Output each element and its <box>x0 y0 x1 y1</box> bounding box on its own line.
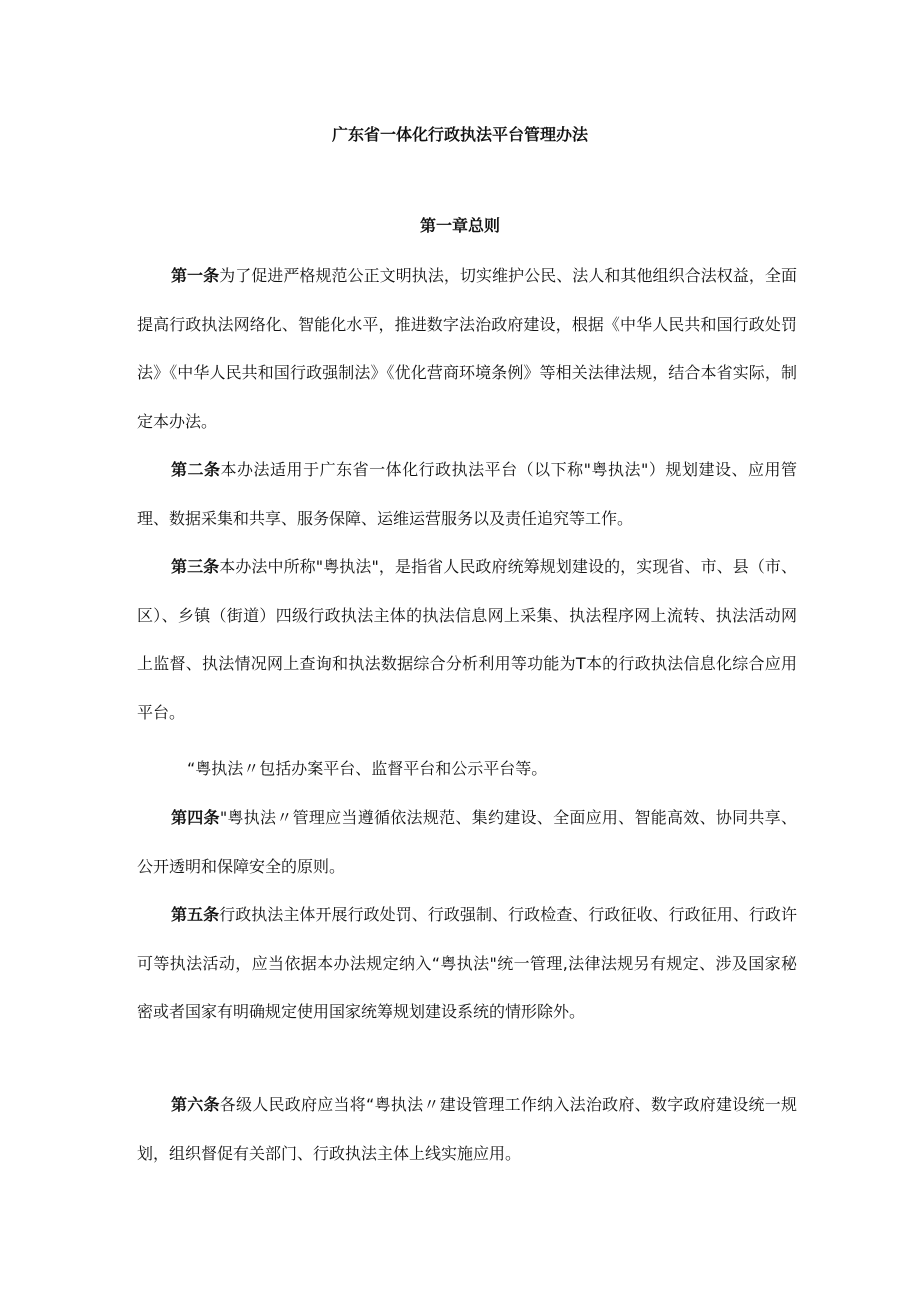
article-text: “粤执法〃包括办案平台、监督平台和公示平台等。 <box>187 759 548 778</box>
article-paragraph <box>137 794 797 891</box>
article-paragraph <box>137 1081 797 1178</box>
article-paragraph <box>137 745 797 794</box>
article-number: 第四条 <box>171 808 220 827</box>
chapter-heading: 第一章总则 <box>419 216 500 235</box>
article-number: 第五条 <box>171 905 220 924</box>
article-number: 第六条 <box>171 1095 220 1114</box>
article-paragraph <box>137 543 797 737</box>
article-paragraph <box>137 252 797 446</box>
document-title: 广东省一体化行政执法平台管理办法 <box>331 125 588 144</box>
article-text: "粤执法〃管理应当遵循依法规范、集约建设、全面应用、智能高效、协同共享、公开透明和保障安全的原则。 <box>137 808 797 876</box>
article-number: 第一条 <box>171 266 220 285</box>
article-text: 各级人民政府应当将“粤执法〃建设管理工作纳入法治政府、数字政府建设统一规划，组织督促有关部门、行政执法主体上线实施应用。 <box>137 1095 797 1163</box>
article-number: 第二条 <box>171 460 221 479</box>
article-text: 为了促进严格规范公正文明执法，切实维护公民、法人和其他组织合法权益，全面提高行政执法网络化、智能化水平，推进数字法治政府建设，根据《中华人民共和国行政处罚法》《中华人民共和国行政强制法》《优化营商环境条例》等相关法律法规，结合本省实际，制定本办法。 <box>137 266 797 431</box>
article-text: 行政执法主体开展行政处罚、行政强制、行政检查、行政征收、行政征用、行政许可等执法活动，应当依据本办法规定纳入“粤执法"统一管理,法律法规另有规定、涉及国家秘密或者国家有明确规定使用国家统筹规划建设系统的情形除外。 <box>137 905 797 1021</box>
article-text: 本办法中所称"粤执法"，是指省人民政府统筹规划建设的，实现省、市、县（市、区）、乡镇（街道）四级行政执法主体的执法信息网上采集、执法程序网上流转、执法活动网上监督、执法情况网上查询和执法数据综合分析利用等功能为T本的行政执法信息化综合应用平台。 <box>137 557 797 722</box>
article-text: 本办法适用于广东省一体化行政执法平台（以下称"粤执法"）规划建设、应用管理、数据采集和共享、服务保障、运维运营服务以及责任追究等工作。 <box>137 460 797 528</box>
article-number: 第三条 <box>171 557 220 576</box>
article-paragraph <box>137 446 797 543</box>
article-paragraph <box>137 891 797 1037</box>
